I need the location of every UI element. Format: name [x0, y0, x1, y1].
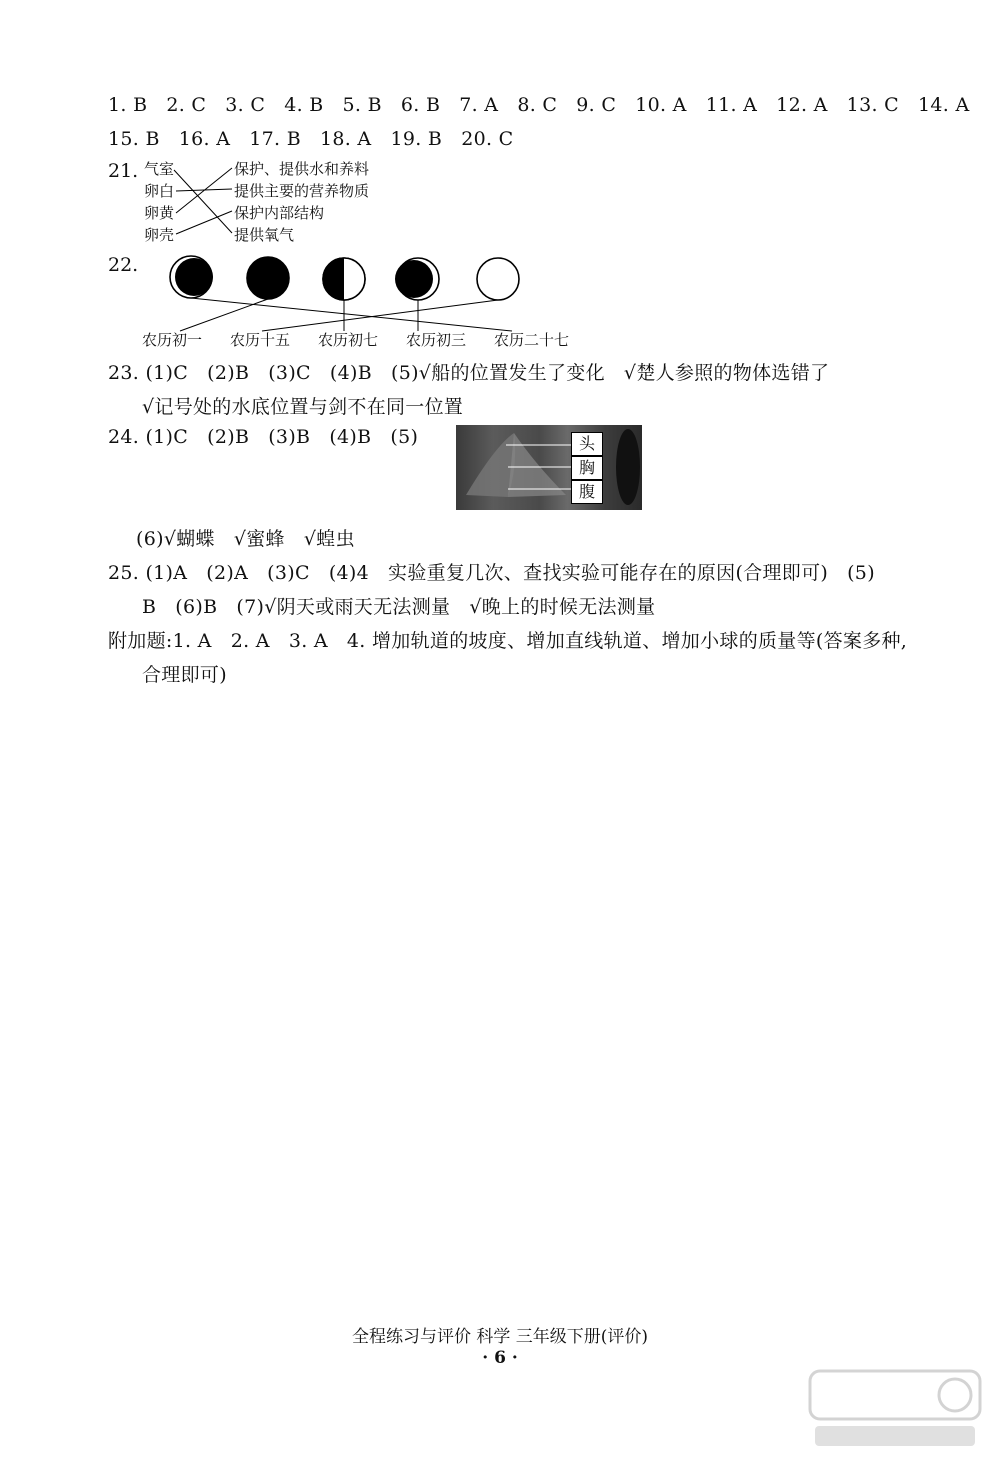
q22-date-2: 农历十五	[230, 331, 291, 349]
moon-phase-1	[170, 256, 213, 298]
q21-function-4: 提供氧气	[234, 226, 295, 244]
q22-number: 22.	[108, 254, 139, 276]
q24-line-2: (6)√蝴蝶 √蜜蜂 √蝗虫	[136, 528, 355, 550]
q24-line-1: 24. (1)C (2)B (3)B (4)B (5)	[108, 426, 419, 448]
q21-part-yolk: 卵黄	[144, 204, 175, 222]
q21-part-egg-white: 卵白	[144, 182, 175, 200]
q22-moon-phases	[0, 0, 1000, 350]
moon-phase-2	[247, 257, 289, 299]
q25-line-2: B (6)B (7)√阴天或雨天无法测量 √晚上的时候无法测量	[142, 596, 656, 618]
q21-part-air-chamber: 气室	[144, 160, 175, 178]
label-abdomen: 腹	[571, 480, 603, 504]
q22-date-3: 农历初七	[318, 331, 379, 349]
q22-date-1: 农历初一	[142, 331, 203, 349]
insect-silhouette	[456, 425, 642, 510]
bonus-line-2: 合理即可)	[142, 664, 227, 686]
label-thorax: 胸	[571, 456, 603, 480]
q21-function-1: 保护、提供水和养料	[234, 160, 370, 178]
q21-part-shell: 卵壳	[144, 226, 175, 244]
q22-date-4: 农历初三	[406, 331, 467, 349]
q25-line-1: 25. (1)A (2)A (3)C (4)4 实验重复几次、查找实验可能存在的原因(合理即可) (5)	[108, 562, 875, 584]
footer-title: 全程练习与评价 科学 三年级下册(评价)	[351, 1327, 649, 1347]
page-number: · 6 ·	[482, 1348, 518, 1368]
moon-phase-5	[477, 258, 519, 300]
q22-date-5: 农历二十七	[494, 331, 570, 349]
label-head: 头	[571, 432, 603, 456]
moon-phase-3	[323, 258, 365, 300]
q21-number: 21.	[108, 160, 139, 182]
answers-line-2: 15. B 16. A 17. B 18. A 19. B 20. C	[108, 128, 514, 150]
insect-photo	[456, 425, 642, 510]
bonus-line-1: 附加题:1. A 2. A 3. A 4. 增加轨道的坡度、增加直线轨道、增加小球的质量等(答案多种,	[108, 630, 908, 652]
answers-line-1: 1. B 2. C 3. C 4. B 5. B 6. B 7. A 8. C 9. C 10. A 11. A 12. A 13. C 14. A	[108, 94, 970, 116]
q23-line-2: √记号处的水底位置与剑不在同一位置	[142, 396, 464, 418]
q21-function-3: 保护内部结构	[234, 204, 325, 222]
moon-phase-4	[395, 258, 439, 300]
q21-function-2: 提供主要的营养物质	[234, 182, 370, 200]
q23-line-1: 23. (1)C (2)B (3)C (4)B (5)√船的位置发生了变化 √楚人参照的物体选错了	[108, 362, 830, 384]
watermark-logo	[805, 1366, 985, 1451]
